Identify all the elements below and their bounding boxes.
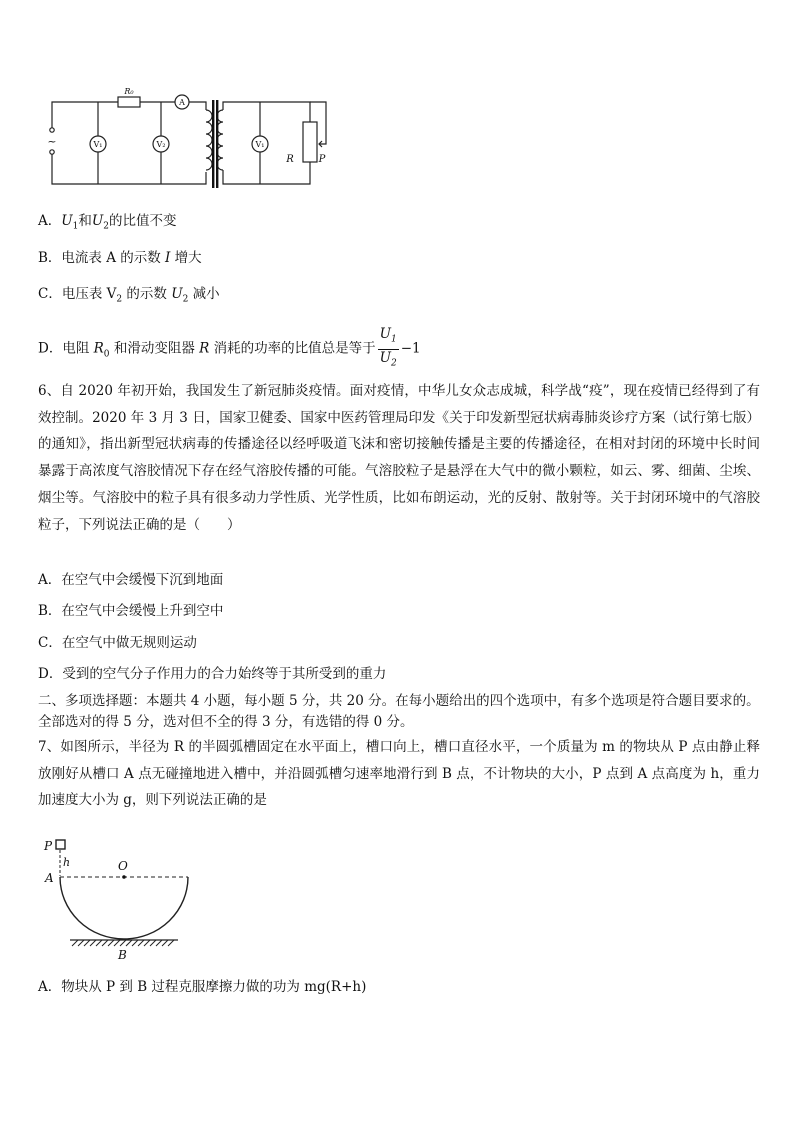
- slider-p-label: P: [318, 154, 326, 165]
- power-ratio-fraction: $\frac{U_1}{U_2}$: [379, 326, 397, 369]
- point-b-label: B: [118, 948, 127, 962]
- point-p-label: P: [44, 839, 53, 853]
- v3-meter-label: V₁: [255, 140, 265, 149]
- q5-option-d: D．电阻 $R_0$ 和滑动变阻器 R 消耗的功率的比值总是等于 $\frac{U_1}{U_2}$ −1: [38, 326, 421, 373]
- rheostat-r-label: R: [286, 154, 294, 165]
- center-o-label: O: [118, 859, 128, 873]
- q5-option-c: C．电压表 $V_2$ 的示数 $U_2$ 减小: [38, 286, 220, 305]
- v2-meter-label: V₂: [156, 140, 166, 149]
- transformer-circuit-figure: [38, 82, 338, 194]
- q6-option-b: B．在空气中会缓慢上升到空中: [38, 603, 224, 619]
- v1-meter-label: V₁: [93, 140, 103, 149]
- q6-stem: 6、自 2020 年初开始，我国发生了新冠肺炎疫情。面对疫情，中华儿女众志成城，科学战“疫”，现在疫情已经得到了有效控制。2020 年 3 月 3 日，国家卫健委、国家中医药管理局印发《关于印发新型冠状病毒肺炎诊疗方案（试行第七版）的通知》，指出新型冠状病毒的传播途径以经呼吸道飞沫和密切接触传播是主要的传播途径，在相对封闭的环境中长时间暴露于高浓度气溶胶情况下存在经气溶胶传播的可能。气溶胶粒子是悬浮在大气中的微小颗粒，如云、雾、细菌、尘埃、烟尘等。气溶胶中的粒子具有很多动力学性质、光学性质，比如布朗运动，光的反射、散射等。关于封闭环境中的气溶胶粒子，下列说法正确的是（ ）: [38, 383, 760, 533]
- q7-option-a: A．物块从 P 到 B 过程克服摩擦力做的功为 mg(R+h): [38, 979, 367, 995]
- q5-option-a: A．$U_1$和$U_2$的比值不变: [38, 213, 177, 232]
- semicircle-track-figure: [38, 834, 228, 962]
- ammeter-label: A: [179, 98, 185, 107]
- q7-stem: 7、如图所示，半径为 R 的半圆弧槽固定在水平面上，槽口向上，槽口直径水平，一个质量为 m 的物块从 P 点由静止释放刚好从槽口 A 点无碰撞地进入槽中，并沿圆弧槽匀速率地滑行到 B 点，不计物块的大小，P 点到 A 点高度为 h，重力加速度大小为 g，则下列说法正确的是: [38, 739, 760, 809]
- point-a-label: A: [45, 871, 54, 885]
- q6-option-a: A．在空气中会缓慢下沉到地面: [38, 572, 224, 588]
- q5-option-b: B．电流表 A 的示数 I 增大: [38, 250, 202, 266]
- height-h-label: h: [63, 856, 71, 869]
- r0-label: R₀: [124, 87, 134, 96]
- section-multiple-choice-heading: 二、多项选择题：本题共 4 小题，每小题 5 分，共 20 分。在每小题给出的四个选项中，有多个选项是符合题目要求的。全部选对的得 5 分，选对但不全的得 3 分，有选错的得 0 分。: [38, 693, 760, 730]
- q6-option-c: C．在空气中做无规则运动: [38, 635, 197, 651]
- ac-source-symbol: ~: [47, 135, 57, 148]
- q6-option-d: D．受到的空气分子作用力的合力始终等于其所受到的重力: [38, 666, 387, 682]
